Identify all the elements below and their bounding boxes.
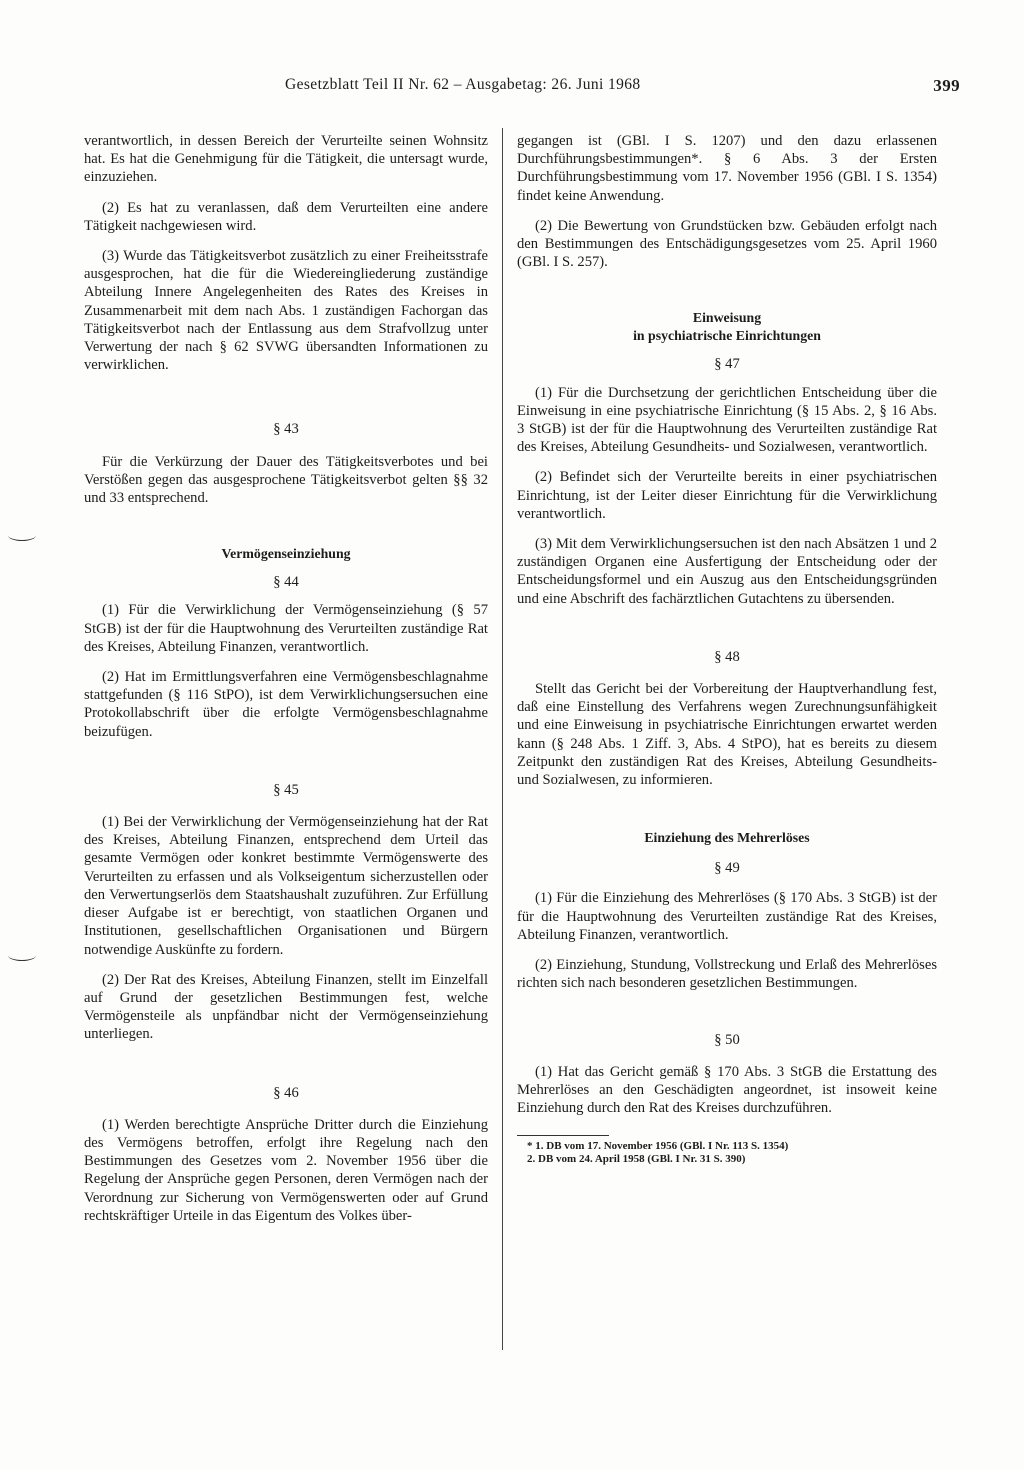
section-heading: Einweisung	[692, 310, 762, 326]
paragraph: (2) Die Bewertung von Grundstücken bzw. Gebäuden erfolgt nach den Bestimmungen des Entschädigungsgesetzes vom 25. April 1960 (GBl. I S. 257).	[517, 217, 937, 271]
paragraph: (1) Für die Einziehung des Mehrerlöses (§ 170 Abs. 3 StGB) ist der für die Hauptwohnung des Verurteilten zuständige Rat des Kreises, Abteilung Finanzen, verantwortlich.	[517, 890, 937, 943]
paragraph: (2) Der Rat des Kreises, Abteilung Finanzen, stellt im Einzelfall auf Grund der gesetzlichen Bestimmungen fest, welche Vermögensteile als unpfändbar nicht der Vermögenseinziehung unterliegen.	[84, 971, 488, 1043]
paragraph: (1) Bei der Verwirklichung der Vermögenseinziehung hat der Rat des Kreises, Abteilung Finanzen, entsprechend dem Urteil das gesamte Vermögen oder konkret bestimmte Vermögenswerte des Verurteilten zu erfassen und als Volkseigentum sicherzustellen oder den Verwertungserlös dem Staatshaushalt zuzuführen. Zur Erfüllung dieser Aufgabe ist er berechtigt, von staatlichen Organen und Institutionen, gesellschaftlichen Organisationen und Bürgern notwendige Auskünfte zu fordern.	[84, 814, 488, 958]
paragraph: (3) Mit dem Verwirklichungsersuchen ist den nach Absätzen 1 und 2 zuständigen Organen eine Ausfertigung der Entscheidung oder der Entscheidungsformel und ein Auszug aus den Entscheidungsgründen und eine Abschrift des fachärztlichen Gutachtens zu übersenden.	[517, 536, 937, 607]
footnote: * 1. DB vom 17. November 1956 (GBl. I Nr. 113 S. 1354)	[527, 1140, 789, 1153]
paragraph: (1) Für die Verwirklichung der Vermögenseinziehung (§ 57 StGB) ist der für die Hauptwohnung des Verurteilten zuständige Rat des Kreises, Abteilung Finanzen, verantwortlich.	[84, 602, 488, 655]
page-number: 399	[933, 76, 960, 95]
paragraph: (2) Befindet sich der Verurteilte bereits in einer psychiatrischen Einrichtung, ist der Leiter dieser Einrichtung für die Verwirklichung verantwortlich.	[517, 469, 937, 522]
section-number: § 46	[273, 1084, 299, 1101]
paragraph: (2) Es hat zu veranlassen, daß dem Verurteilten eine andere Tätigkeit nachgewiesen wird.	[84, 199, 488, 234]
footnotes	[517, 1140, 937, 1166]
paragraph: (2) Einziehung, Stundung, Vollstreckung und Erlaß des Mehrerlöses richten sich nach besonderen gesetzlichen Bestimmungen.	[517, 957, 937, 992]
paragraph: (1) Hat das Gericht gemäß § 170 Abs. 3 StGB die Erstattung des Mehrerlöses an den Geschädigten angeordnet, ist insoweit keine Einziehung durch den Rat des Kreises durchzuführen.	[517, 1063, 937, 1117]
paragraph: gegangen ist (GBl. I S. 1207) und den dazu erlassenen Durchführungsbestimmungen*. § 6 Abs. 3 der Ersten Durchführungsbestimmung vom 17. November 1956 (GBl. I S. 1354) findet keine Anwendung.	[517, 133, 937, 204]
paragraph: (1) Für die Durchsetzung der gerichtlichen Entscheidung über die Einweisung in eine psychiatrische Einrichtung (§ 15 Abs. 2, § 16 Abs. 3 StGB) ist der für die Hauptwohnung des Verurteilten zuständige Rat des Kreises, Abteilung Gesundheits- und Sozialwesen, verantwortlich.	[517, 384, 937, 456]
paragraph: Stellt das Gericht bei der Vorbereitung der Hauptverhandlung fest, daß eine Einstellung des Verfahrens wegen Zurechnungsunfähigkeit und eine Einweisung in psychiatrische Einrichtungen erwartet werden kann (§ 248 Abs. 1 Ziff. 3, Abs. 4 StPO), hat es bereits zu diesem Zeitpunkt den zuständigen Rat des Kreises, Abteilung Gesundheits- und Sozialwesen, zu informieren.	[517, 681, 937, 789]
section-heading: Einziehung des Mehrerlöses	[644, 830, 810, 846]
column-divider	[502, 128, 503, 1350]
paragraph: Für die Verkürzung der Dauer des Tätigkeitsverbotes und bei Verstößen gegen das ausgesprochene Tätigkeitsverbot gelten §§ 32 und 33 entsprechend.	[84, 453, 488, 507]
paragraph: verantwortlich, in dessen Bereich der Verurteilte seinen Wohnsitz hat. Es hat die Genehmigung für die Tätigkeit, die untersagt wurde, einzuziehen.	[84, 133, 488, 186]
section-heading: Vermögenseinziehung	[221, 546, 351, 562]
section-number: § 49	[714, 860, 740, 877]
section-number: § 43	[273, 421, 299, 438]
footnote-rule	[517, 1135, 609, 1136]
right-column	[517, 132, 937, 1166]
margin-mark	[8, 530, 36, 541]
footnote-block	[517, 1135, 937, 1166]
section-heading-line2: in psychiatrische Einrichtungen	[633, 328, 821, 344]
section-number: § 45	[273, 781, 299, 798]
paragraph: (3) Wurde das Tätigkeitsverbot zusätzlich zu einer Freiheitsstrafe ausgesprochen, hat die für die Wiedereingliederung zuständige Abteilung Innere Angelegenheiten des Rates des Kreises in Zusammenarbeit mit dem nach Abs. 1 zuständigen Fachorgan das Tätigkeitsverbot nach der Entlassung aus dem Strafvollzug unter Verwertung der nach § 62 SVWG übersandten Informationen zu verwirklichen.	[84, 248, 488, 374]
left-column	[84, 132, 488, 1225]
footnote: 2. DB vom 24. April 1958 (GBl. I Nr. 31 S. 390)	[527, 1153, 746, 1166]
section-number: § 47	[714, 356, 740, 373]
section-number: § 48	[714, 648, 740, 665]
paragraph: (2) Hat im Ermittlungsverfahren eine Vermögensbeschlagnahme stattgefunden (§ 116 StPO), ist dem Verwirklichungsersuchen eine Protokollabschrift über die erfolgte Vermögensbeschlagnahme beizufügen.	[84, 669, 488, 740]
header-title: Gesetzblatt Teil II Nr. 62 – Ausgabetag: 26. Juni 1968	[285, 76, 641, 93]
section-number: § 50	[714, 1031, 740, 1048]
section-number: § 44	[273, 574, 299, 591]
margin-mark	[8, 950, 36, 961]
paragraph: (1) Werden berechtigte Ansprüche Dritter durch die Einziehung des Vermögens betroffen, erfolgt ihre Regelung nach den Bestimmungen des Gesetzes vom 2. November 1956 über die Regelung der Ansprüche gegen Personen, deren Vermögen nach der Verordnung zur Sicherung von Vermögenswerten oder auf Grund rechtskräftiger Urteile in das Eigentum des Volkes über-	[84, 1116, 488, 1224]
